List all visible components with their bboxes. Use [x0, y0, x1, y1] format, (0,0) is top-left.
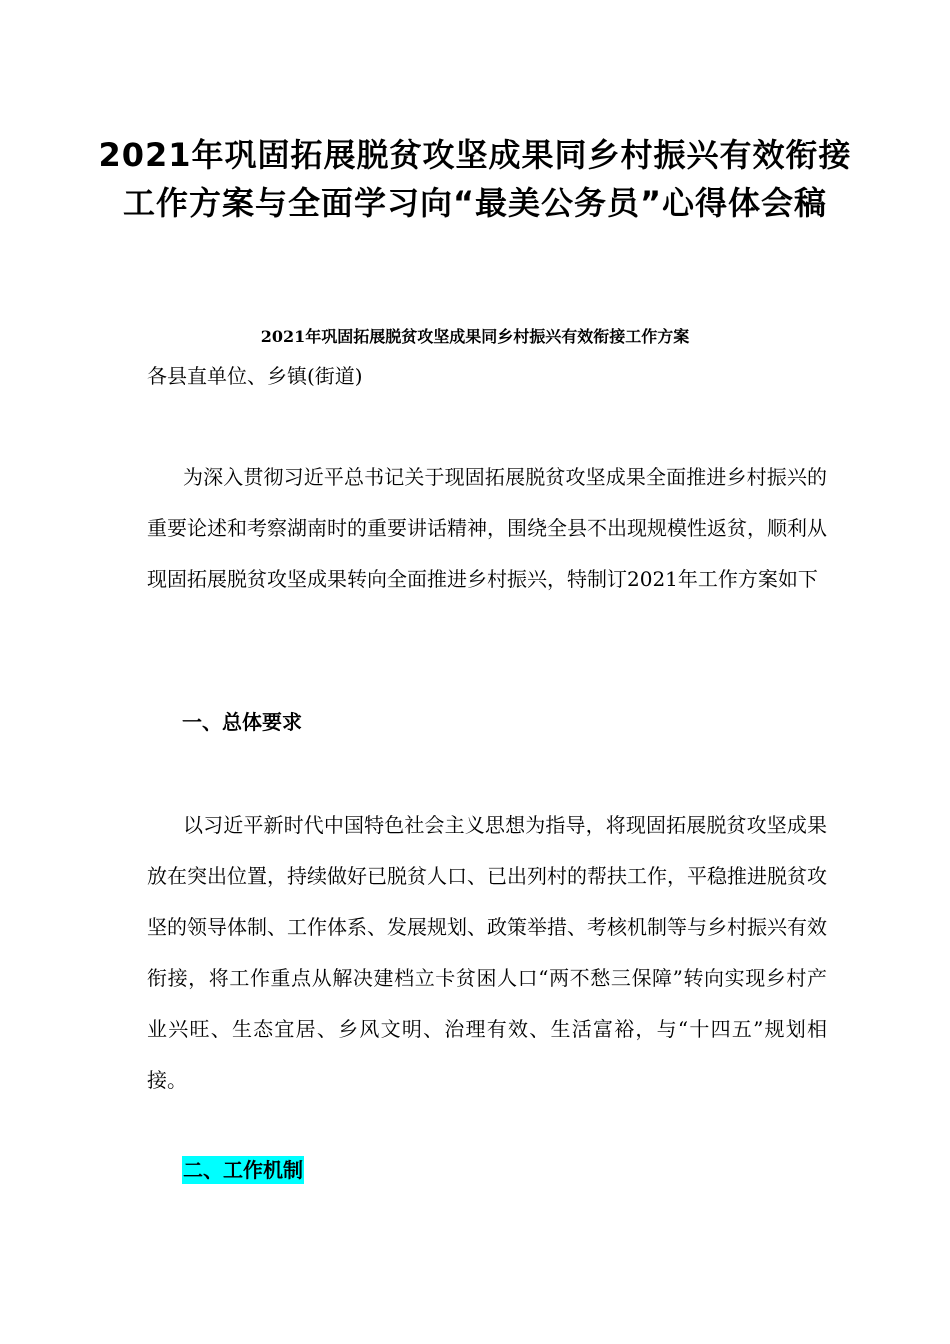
general-requirements-paragraph: 以习近平新时代中国特色社会主义思想为指导，将现固拓展脱贫攻坚成果放在突出位置，持续做好已脱贫人口、已出列村的帮扶工作，平稳推进脱贫攻坚的领导体制、工作体系、发展规划、政策举措、考核机制等与乡村振兴有效衔接，将工作重点从解决建档立卡贫困人口“两不愁三保障”转向实现乡村产业兴旺、生态宜居、乡风文明、治理有效、生活富裕，与“十四五”规划相接。	[147, 813, 827, 1092]
addressee: 各县直单位、乡镇(街道)	[147, 364, 363, 388]
section-heading-work-mechanism: 二、工作机制	[183, 1158, 303, 1182]
section-heading-general-requirements: 一、总体要求	[182, 710, 302, 734]
intro-paragraph: 为深入贯彻习近平总书记关于现固拓展脱贫攻坚成果全面推进乡村振兴的重要论述和考察湖南时的重要讲话精神，围绕全县不出现规模性返贫，顺利从现固拓展脱贫攻坚成果转向全面推进乡村振兴，特制订2021年工作方案如下	[147, 465, 827, 591]
document-title-line-2: 工作方案与全面学习向“最美公务员”心得体会稿	[122, 184, 828, 222]
document-title-line-1: 2021年巩固拓展脱贫攻坚成果同乡村振兴有效衔接	[98, 136, 852, 174]
section-subtitle: 2021年巩固拓展脱贫攻坚成果同乡村振兴有效衔接工作方案	[260, 327, 690, 346]
